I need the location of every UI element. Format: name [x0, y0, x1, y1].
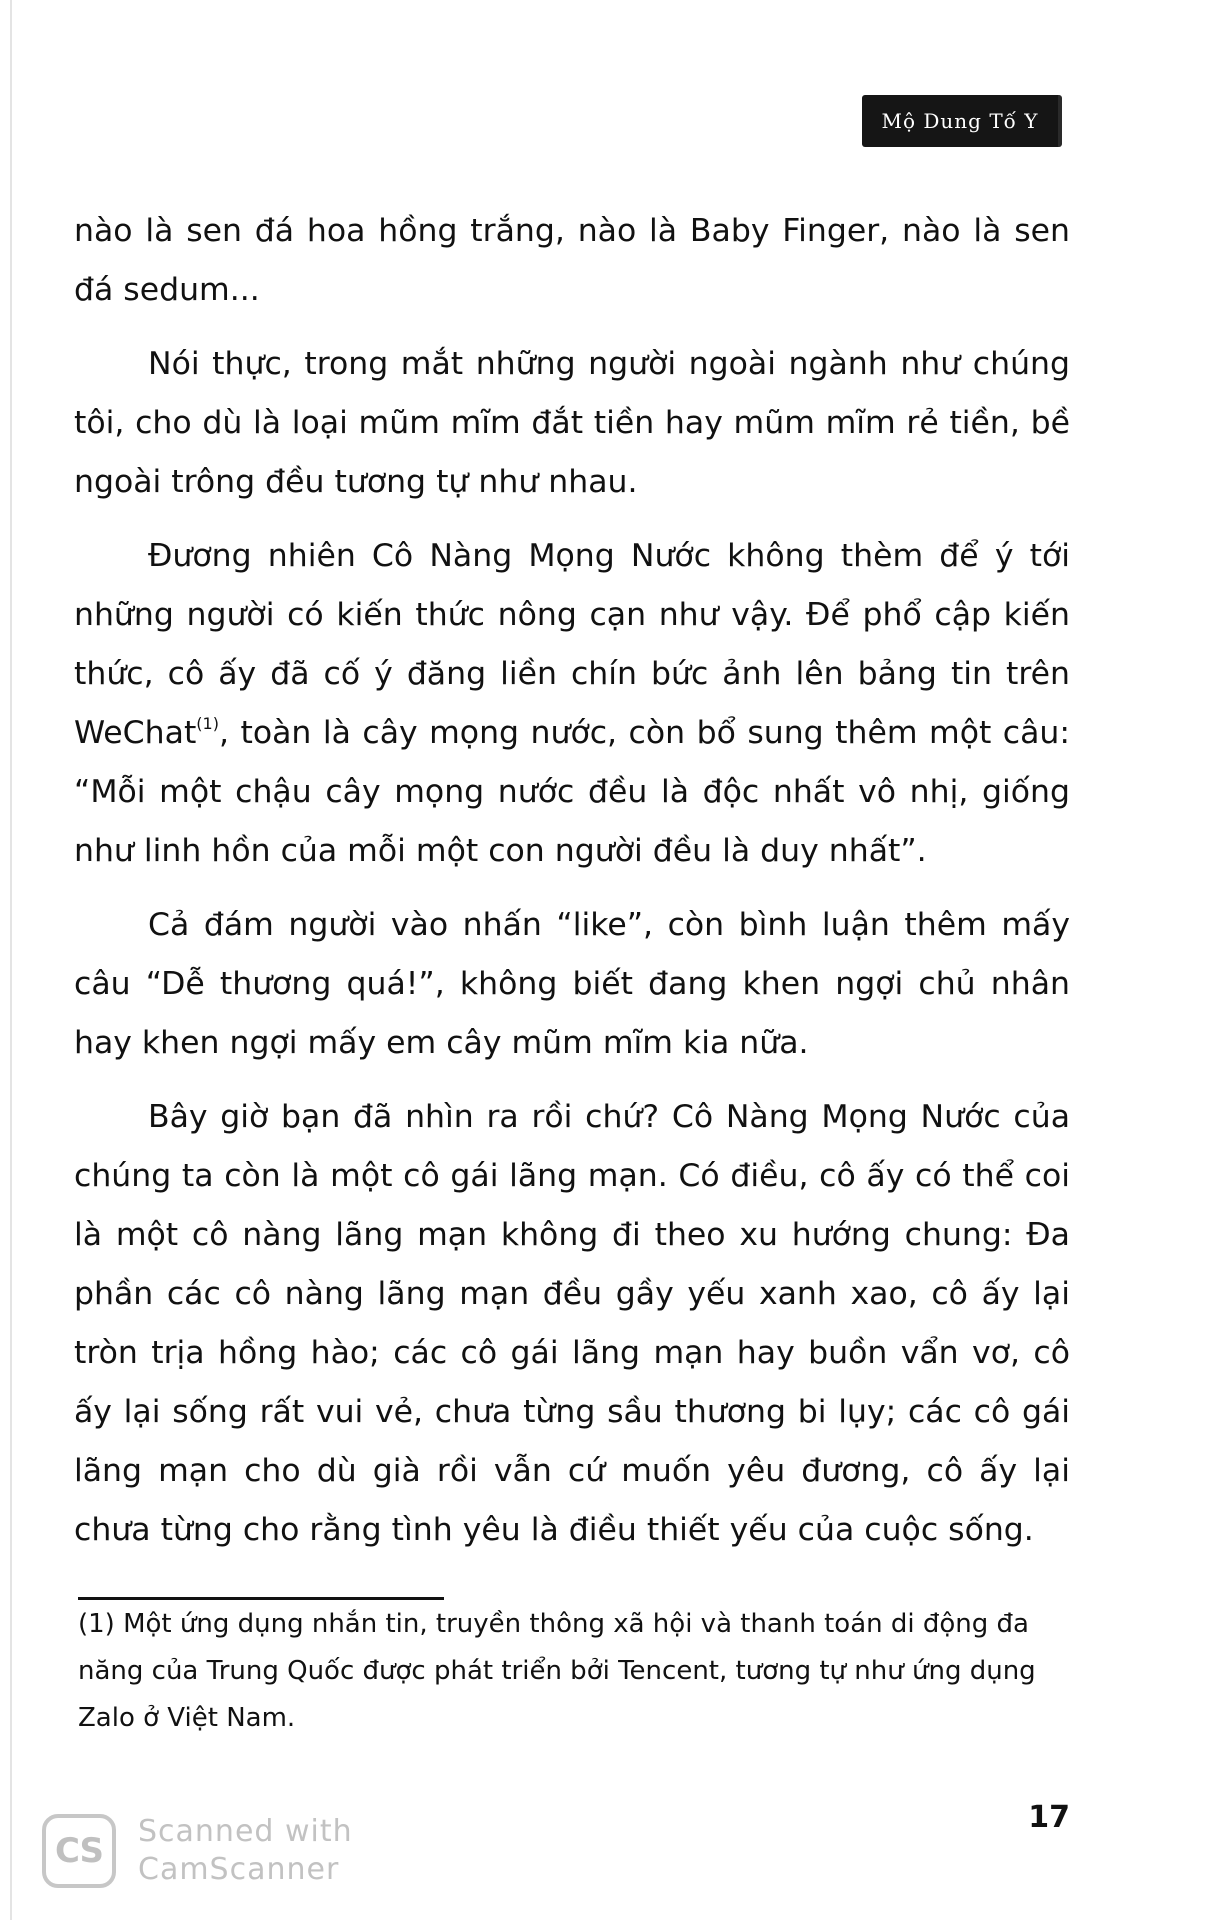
watermark-line-1: Scanned with: [138, 1814, 353, 1849]
paragraph-5: Bây giờ bạn đã nhìn ra rồi chứ? Cô Nàng Mọng Nước của chúng ta còn là một cô gái lãng mạn. Có điều, cô ấy có thể coi là một cô nàng lãng mạn không đi theo xu hướng chung: Đa phần các cô nàng lãng mạn đều gầy yếu xanh xao, cô ấy lại tròn trịa hồng hào; các cô gái lãng mạn hay buồn vẩn vơ, cô ấy lại sống rất vui vẻ, chưa từng sầu thương bi lụy; các cô gái lãng mạn cho dù già rồi vẫn cứ muốn yêu đương, cô ấy lại chưa từng cho rằng tình yêu là điều thiết yếu của cuộc sống.: [74, 1099, 1070, 1548]
watermark-line-2: CamScanner: [138, 1852, 340, 1887]
paragraph-3: [74, 527, 1070, 881]
page-edge: [10, 0, 12, 1920]
footnote-reference: (1): [196, 714, 219, 733]
paragraph-2: Nói thực, trong mắt những người ngoài ngành như chúng tôi, cho dù là loại mũm mĩm đắt tiền hay mũm mĩm rẻ tiền, bề ngoài trông đều tương tự như nhau.: [74, 346, 1070, 500]
running-header: [862, 95, 1062, 147]
paragraph-1: nào là sen đá hoa hồng trắng, nào là Baby Finger, nào là sen đá sedum...: [74, 213, 1070, 308]
camscanner-logo-icon: CS: [42, 1814, 116, 1888]
footnote: (1) Một ứng dụng nhắn tin, truyền thông xã hội và thanh toán di động đa năng của Trung Quốc được phát triển bởi Tencent, tương tự như ứng dụng Zalo ở Việt Nam.: [78, 1609, 1036, 1733]
paragraph-4: Cả đám người vào nhấn “like”, còn bình luận thêm mấy câu “Dễ thương quá!”, không biết đang khen ngợi chủ nhân hay khen ngợi mấy em cây mũm mĩm kia nữa.: [74, 907, 1070, 1061]
paragraph-3-text-after: , toàn là cây mọng nước, còn bổ sung thêm một câu: “Mỗi một chậu cây mọng nước đều là độc nhất vô nhị, giống như linh hồn của mỗi một con người đều là duy nhất”.: [74, 715, 1070, 869]
footnote-divider: [78, 1597, 444, 1600]
scanner-watermark: [42, 1812, 353, 1890]
paragraph-3-text-before: Đương nhiên Cô Nàng Mọng Nước không thèm để ý tới những người có kiến thức nông cạn như vậy. Để phổ cập kiến thức, cô ấy đã cố ý đăng liền chín bức ảnh lên bảng tin trên WeChat: [74, 538, 1070, 751]
body-text: [74, 202, 1070, 1575]
page-number: 17: [1028, 1800, 1070, 1835]
watermark-text: [138, 1813, 353, 1889]
running-header-author: Mộ Dung Tố Y: [881, 109, 1039, 133]
